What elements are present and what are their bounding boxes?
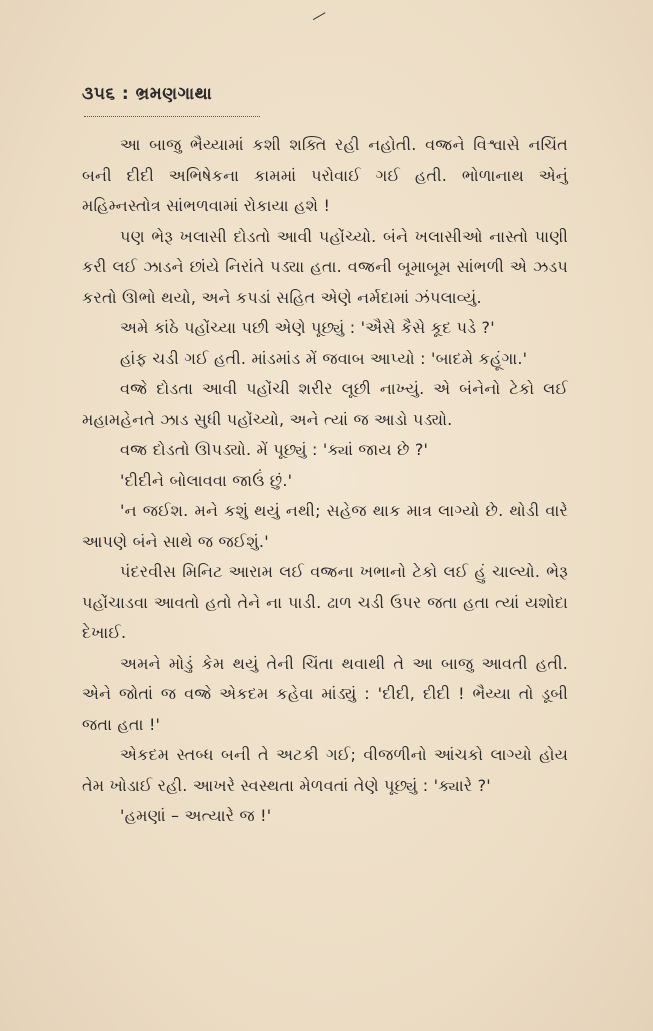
paragraph: અમને મોડું કેમ થયું તેની ચિંતા થવાથી તે આ બાજુ આવતી હતી. એને જોતાં જ વજ્રે એકદમ કહેવા માંડ્યું : 'દીદી, દીદી ! ભૈય્યા તો ડૂબી જતા હતા !' — [82, 653, 568, 734]
paragraph: 'દીદીને બોલાવવા જાઉં છું.' — [120, 470, 293, 490]
body-text — [82, 124, 568, 832]
header-underline — [84, 114, 260, 117]
paragraph: 'હમણાં – અત્યારે જ !' — [120, 806, 272, 825]
paragraph: પણ ભેરૂ ખલાસી દોડતો આવી પહોંચ્યો. બંને ખલાસીઓ નાસ્તો પાણી કરી લઈ ઝાડને છાંયે નિરાંતે પડ્યા હતા. વજ્રની બૂમાબૂમ સાંભળી એ ઝડપ કરતો ઊભો થયો, અને કપડાં સહિત એણે નર્મદામાં ઝંપલાવ્યું. — [82, 226, 568, 307]
paragraph: આ બાજુ ભૈય્યામાં કશી શક્તિ રહી નહોતી. વજ્રને વિશ્વાસે નચિંત બની દીદી અભિષેકના કામમાં પરોવાઈ ગઈ હતી. ભોળાનાથ એનું મહિમ્નસ્તોત્ર સાંભળવામાં રોકાયા હશે ! — [82, 135, 568, 215]
paragraph: 'ન જઈશ. મને કશું થયું નથી; સહેજ થાક માત્ર લાગ્યો છે. થોડી વારે આપણે બંને સાથે જ જઈશું.' — [82, 501, 568, 551]
paragraph: એકદમ સ્તબ્ધ બની તે અટકી ગઈ; વીજળીનો આંચકો લાગ્યો હોય તેમ ખોડાઈ રહી. આખરે સ્વસ્થતા મેળવતાં તેણે પૂછ્યું : 'ક્યારે ?' — [82, 745, 568, 795]
ink-mark: ― — [308, 5, 330, 27]
paragraph: હાંફ ચડી ગઈ હતી. માંડમાંડ મેં જવાબ આપ્યો : 'બાદમે કહૂંગા.' — [120, 348, 528, 368]
paragraph: વજ્ર દોડતો ઊપડ્યો. મેં પૂછ્યું : 'ક્યાં જાય છે ?' — [120, 440, 429, 459]
page-header: ૩૫૬ : ભ્રમણગાથા — [82, 84, 213, 104]
paragraph: અમે કાંઠે પહોંચ્યા પછી એણે પૂછ્યું : 'ઐસે કૈસે કૂદ પડે ?' — [120, 318, 495, 337]
paragraph: પંદરવીસ મિનિટ આરામ લઈ વજ્રના ખભાનો ટેકો લઈ હું ચાલ્યો. ભેરૂ પહોંચાડવા આવતો હતો તેને ના પાડી. ઢાળ ચડી ઉપર જતા હતા ત્યાં યશોદા દેખાઈ. — [82, 562, 568, 642]
paragraph: વજ્રે દોડતા આવી પહોંચી શરીર લૂછી નાખ્યું. એ બંનેનો ટેકો લઈ મહામહેનતે ઝાડ સુધી પહોંચ્યો, અને ત્યાં જ આડો પડ્યો. — [82, 379, 568, 429]
